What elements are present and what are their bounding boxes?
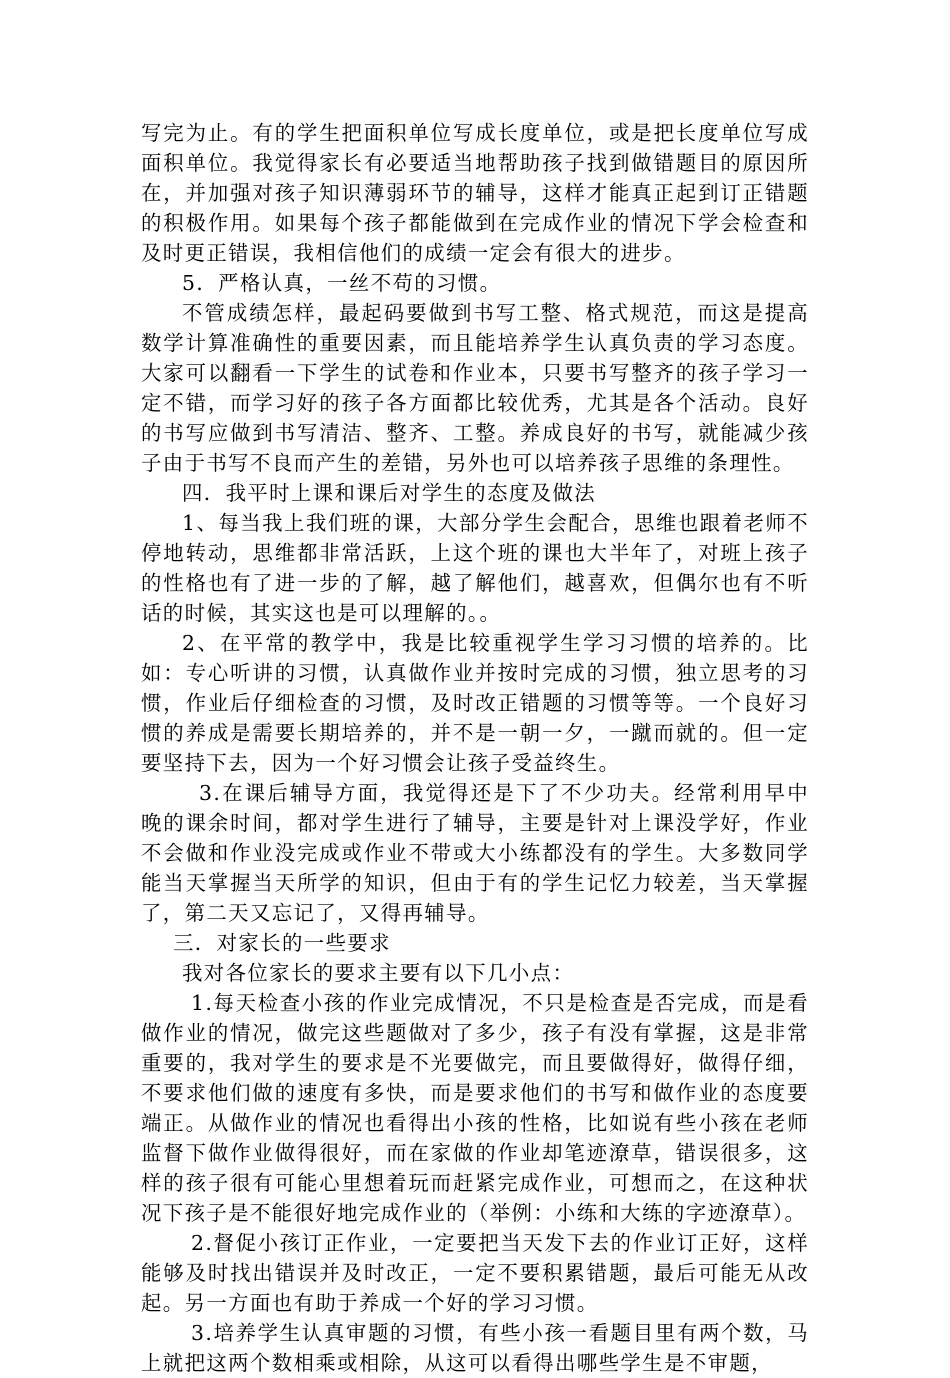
paragraph-handwriting: 不管成绩怎样，最起码要做到书写工整、格式规范，而这是提高数学计算准确性的重要因素，而且能培养学生认真负责的学习态度。大家可以翻看一下学生的试卷和作业本，只要书写整齐的孩子学习一定不错，而学习好的孩子各方面都比较优秀，尤其是各个活动。良好的书写应做到书写清洁、整齐、工整。养成良好的书写，就能减少孩子由于书写不良而产生的差错，另外也可以培养孩子思维的条理性。	[141, 301, 809, 475]
heading-section-3: 三．对家长的一些要求	[173, 931, 391, 955]
paragraph-parent-requirements-intro: 我对各位家长的要求主要有以下几小点：	[182, 961, 575, 985]
paragraph-class-attitude: 1、每当我上我们班的课，大部分学生会配合，思维也跟着老师不停地转动，思维都非常活跃，上这个班的课也大半年了，对班上孩子的性格也有了进一步的了解，越了解他们，越喜欢，但偶尔也有不听话的时候，其实这也是可以理解的。。	[141, 511, 809, 625]
paragraph-study-habits: 2、在平常的教学中，我是比较重视学生学习习惯的培养的。比如：专心听讲的习惯，认真做作业并按时完成的习惯，独立思考的习惯，作业后仔细检查的习惯，及时改正错题的习惯等等。一个良好习惯的养成是需要长期培养的，并不是一朝一夕，一蹴而就的。但一定要坚持下去，因为一个好习惯会让孩子受益终生。	[141, 631, 809, 775]
paragraph-correction-conclusion: 写完为止。有的学生把面积单位写成长度单位，或是把长度单位写成面积单位。我觉得家长有必要适当地帮助孩子找到做错题目的原因所在，并加强对孩子知识薄弱环节的辅导，这样才能真正起到订正错题的积极作用。如果每个孩子都能做到在完成作业的情况下学会检查和及时更正错误，我相信他们的成绩一定会有很大的进步。	[141, 121, 809, 265]
paragraph-requirement-2: 2.督促小孩订正作业，一定要把当天发下去的作业订正好，这样能够及时找出错误并及时改正，一定不要积累错题，最后可能无从改起。另一方面也有助于养成一个好的学习习惯。	[141, 1231, 809, 1315]
paragraph-after-class-tutoring: 3.在课后辅导方面，我觉得还是下了不少功夫。经常利用早中晚的课余时间，都对学生进行了辅导，主要是针对上课没学好，作业不会做和作业没完成或作业不带或大小练都没有的学生。大多数同学能当天掌握当天所学的知识，但由于有的学生记忆力较差，当天掌握了，第二天又忘记了，又得再辅导。	[141, 781, 809, 925]
heading-section-4: 四．我平时上课和课后对学生的态度及做法	[182, 481, 597, 505]
paragraph-requirement-3: 3.培养学生认真审题的习惯，有些小孩一看题目里有两个数，马上就把这两个数相乘或相除，从这可以看得出哪些学生是不审题，	[141, 1321, 809, 1375]
paragraph-requirement-1: 1.每天检查小孩的作业完成情况，不只是检查是否完成，而是看做作业的情况，做完这些题做对了多少，孩子有没有掌握，这是非常重要的，我对学生的要求是不光要做完，而且要做得好，做得仔细，不要求他们做的速度有多快，而是要求他们的书写和做作业的态度要端正。从做作业的情况也看得出小孩的性格，比如说有些小孩在老师监督下做作业做得很好，而在家做的作业却笔迹潦草，错误很多，这样的孩子很有可能心里想着玩而赶紧完成作业，可想而之，在这种状况下孩子是不能很好地完成作业的（举例：小练和大练的字迹潦草）。	[141, 991, 809, 1225]
document-body	[141, 118, 809, 1378]
heading-habit-5: 5．严格认真，一丝不苟的习惯。	[182, 271, 502, 295]
